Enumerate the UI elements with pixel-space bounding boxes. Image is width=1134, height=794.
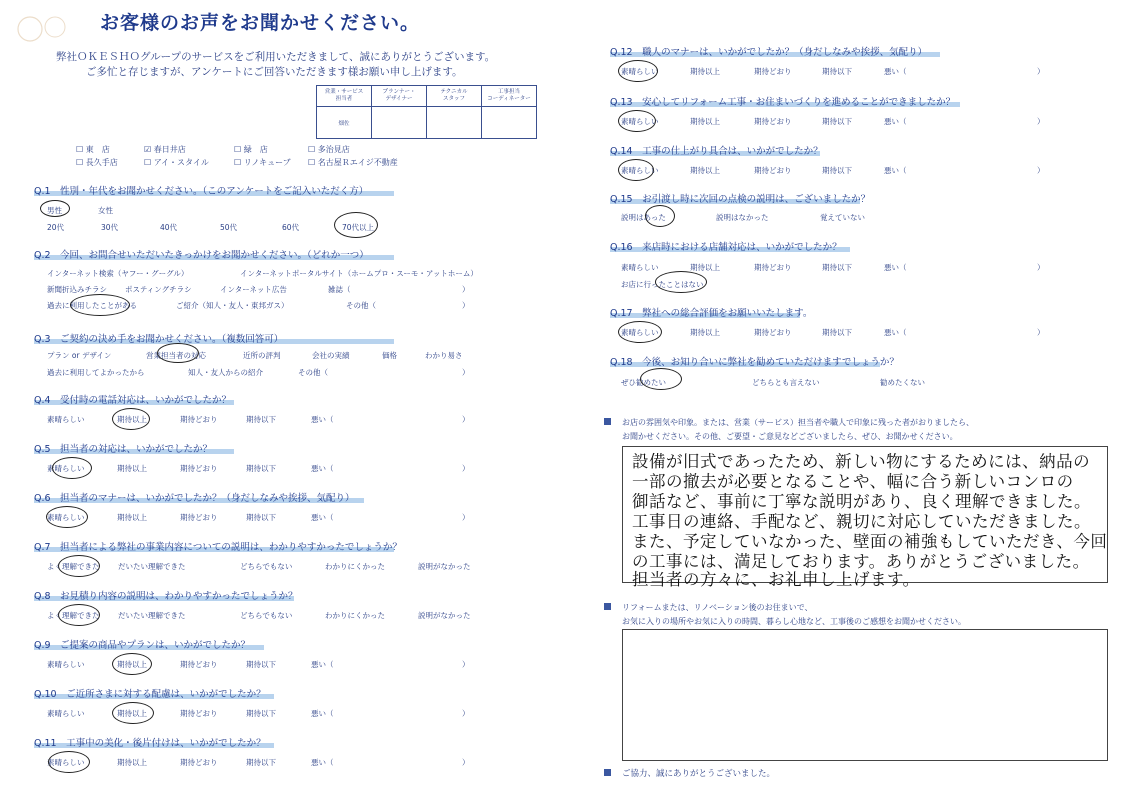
q16-opt-above[interactable]: 期待以上 <box>690 263 720 272</box>
staff-header-sales: 営業・サービス 担当者 <box>317 86 372 107</box>
comment1-line-7: 担当者の方々に、お礼申し上げます。 <box>632 570 920 589</box>
q2-opt-past-use[interactable]: 過去に利用したことがある <box>47 301 137 310</box>
q5-opt-bad-close: ） <box>462 464 470 473</box>
q17-mark <box>618 321 662 343</box>
footer-bullet-icon <box>604 769 611 776</box>
q16-opt-bad[interactable]: 悪い（ <box>884 263 907 272</box>
staff-header-construction: 工事担当 コーディネーター <box>482 86 537 107</box>
q3-opt-plan[interactable]: プラン or デザイン <box>47 351 112 360</box>
q8-opt-mostly[interactable]: だいたい理解できた <box>118 611 186 620</box>
q8-opt-neutral[interactable]: どちらでもない <box>240 611 293 620</box>
staff-header-technical: テクニカル スタッフ <box>427 86 482 107</box>
store-renocube[interactable]: ☐ リノキューブ <box>234 158 291 167</box>
page-title: お客様のお声をお聞かせください。 <box>100 12 421 34</box>
q7-opt-well[interactable]: よく理解できた <box>47 562 100 571</box>
intro-line-1: 弊社ＯＫＥＳＨＯグループのサービスをご利用いただきまして、誠にありがとうございます。 <box>56 51 496 63</box>
q15-opt-yes[interactable]: 説明はあった <box>621 213 666 222</box>
q1-age-mark <box>334 212 378 238</box>
q2-opt-magazine-close: ） <box>462 285 470 294</box>
store-nagoya-r-age[interactable]: ☐ 名古屋Ｒエイジ不動産 <box>308 158 398 167</box>
q6-opt-expected[interactable]: 期待どおり <box>180 513 218 522</box>
q1-label: Q.1 性別・年代をお聞かせください。（このアンケートをご記入いただく方） <box>34 186 369 197</box>
q2-opt-web-ad[interactable]: インターネット広告 <box>220 285 287 294</box>
q9-opt-bad[interactable]: 悪い（ <box>311 660 334 669</box>
q5-label: Q.5 担当者の対応は、いかがでしたか？ <box>34 444 213 455</box>
q2-label: Q.2 今回、お問合せいただいたきっかけをお聞かせください。（どれか一つ） <box>34 250 369 261</box>
staff-table <box>316 85 537 139</box>
q5-opt-excellent[interactable]: 素晴らしい <box>47 464 85 473</box>
q11-opt-bad[interactable]: 悪い（ <box>311 758 334 767</box>
q3-opt-staff[interactable]: 営業担当者の対応 <box>146 351 206 360</box>
q10-opt-bad[interactable]: 悪い（ <box>311 709 334 718</box>
q17-opt-above[interactable]: 期待以上 <box>690 328 720 337</box>
q3-opt-record[interactable]: 会社の実績 <box>312 351 350 360</box>
comment1-label-1: お店の雰囲気や印象。または、営業（サービス）担当者や職人で印象に残った者がおりましたら、 <box>622 418 974 427</box>
q6-opt-bad[interactable]: 悪い（ <box>311 513 334 522</box>
intro-line-2: ご多忙と存じますが、アンケートにご回答いただきます様お願い申し上げます。 <box>86 66 463 78</box>
q15-opt-forgot[interactable]: 覚えていない <box>820 213 865 222</box>
q12-opt-excellent[interactable]: 素晴らしい <box>621 67 659 76</box>
q11-opt-below[interactable]: 期待以下 <box>246 758 276 767</box>
q1-age-50s[interactable]: 50代 <box>220 223 238 232</box>
q17-opt-below[interactable]: 期待以下 <box>822 328 852 337</box>
comment1-line-2: 一部の撤去が必要となることや、幅に合う新しいコンロの <box>632 472 1074 491</box>
q12-opt-expected[interactable]: 期待どおり <box>754 67 792 76</box>
q1-age-40s[interactable]: 40代 <box>160 223 178 232</box>
q1-gender-mark <box>40 200 70 217</box>
q12-label: Q.12 職人のマナーは、いかがでしたか？（身だしなみや挨拶、気配り） <box>610 47 928 58</box>
q10-label: Q.10 ご近所さまに対する配慮は、いかがでしたか？ <box>34 689 266 700</box>
q4-label: Q.4 受付時の電話対応は、いかがでしたか？ <box>34 395 232 406</box>
comment2-box[interactable] <box>622 629 1108 761</box>
q11-label: Q.11 工事中の美化・後片付けは、いかがでしたか？ <box>34 738 266 749</box>
q3-opt-introduction[interactable]: 知人・友人からの紹介 <box>188 368 263 377</box>
q1-age-60s[interactable]: 60代 <box>282 223 300 232</box>
q16-opt-bad-close: ） <box>1037 263 1045 272</box>
staff-value-technical <box>427 107 482 139</box>
q6-opt-below[interactable]: 期待以下 <box>246 513 276 522</box>
q10-opt-expected[interactable]: 期待どおり <box>180 709 218 718</box>
staff-header-planner: プランナー・ デザイナー <box>372 86 427 107</box>
q8-opt-hard[interactable]: わかりにくかった <box>325 611 385 620</box>
store-tajimi[interactable]: ☐ 多治見店 <box>308 145 350 154</box>
q14-opt-bad[interactable]: 悪い（ <box>884 166 907 175</box>
q9-opt-below[interactable]: 期待以下 <box>246 660 276 669</box>
q7-opt-none[interactable]: 説明がなかった <box>418 562 471 571</box>
q1-gender-female[interactable]: 女性 <box>98 206 113 215</box>
comment1-line-6: の工事には、満足しております。ありがとうございました。 <box>632 552 1090 571</box>
store-higashi[interactable]: ☐ 東 店 <box>76 145 110 154</box>
q16-mark <box>655 271 707 293</box>
comment1-line-3: 御話など、事前に丁寧な説明があり、良く理解できました。 <box>632 492 1091 511</box>
q12-mark <box>618 60 658 82</box>
q10-opt-above[interactable]: 期待以上 <box>117 709 147 718</box>
q18-opt-recommend[interactable]: ぜひ勧めたい <box>621 378 666 387</box>
q16-opt-below[interactable]: 期待以下 <box>822 263 852 272</box>
q12-opt-bad-close: ） <box>1037 67 1045 76</box>
q11-opt-excellent[interactable]: 素晴らしい <box>47 758 85 767</box>
q3-opt-clarity[interactable]: わかり易さ <box>425 351 463 360</box>
q18-opt-no[interactable]: 勧めたくない <box>880 378 925 387</box>
q7-opt-hard[interactable]: わかりにくかった <box>325 562 385 571</box>
staff-value-sales: 畑佐 <box>317 107 372 139</box>
q17-opt-expected[interactable]: 期待どおり <box>754 328 792 337</box>
comment1-line-1: 設備が旧式であったため、新しい物にするためには、納品の <box>632 452 1091 471</box>
q6-opt-excellent[interactable]: 素晴らしい <box>47 513 85 522</box>
q11-mark <box>48 751 90 773</box>
store-midori[interactable]: ☐ 緑 店 <box>234 145 268 154</box>
q15-label: Q.15 お引渡し時に次回の点検の説明は、ございましたか？ <box>610 194 871 205</box>
q2-opt-other[interactable]: その他（ <box>346 301 376 310</box>
q4-mark <box>112 408 150 430</box>
store-kasugai[interactable]: ☑ 春日井店 <box>144 145 186 154</box>
q3-opt-past-good[interactable]: 過去に利用してよかったから <box>47 368 145 377</box>
q12-opt-bad[interactable]: 悪い（ <box>884 67 907 76</box>
q5-opt-bad[interactable]: 悪い（ <box>311 464 334 473</box>
q6-label: Q.6 担当者のマナーは、いかがでしたか？（身だしなみや挨拶、気配り） <box>34 493 355 504</box>
q4-opt-below[interactable]: 期待以下 <box>246 415 276 424</box>
q13-opt-bad-close: ） <box>1037 117 1045 126</box>
q10-mark <box>112 702 154 724</box>
q3-opt-other[interactable]: その他（ <box>298 368 328 377</box>
q13-opt-expected[interactable]: 期待どおり <box>754 117 792 126</box>
store-istyle[interactable]: ☐ アイ・スタイル <box>144 158 209 167</box>
q13-label: Q.13 安心してリフォーム工事・お住まいづくりを進めることができましたか？ <box>610 97 956 108</box>
q17-opt-excellent[interactable]: 素晴らしい <box>621 328 659 337</box>
q6-opt-above[interactable]: 期待以上 <box>117 513 147 522</box>
q17-opt-bad[interactable]: 悪い（ <box>884 328 907 337</box>
q15-opt-no[interactable]: 説明はなかった <box>716 213 769 222</box>
comment1-bullet-icon <box>604 418 611 425</box>
q11-opt-expected[interactable]: 期待どおり <box>180 758 218 767</box>
q12-opt-above[interactable]: 期待以上 <box>690 67 720 76</box>
q16-opt-never[interactable]: お店に行ったことはない <box>621 280 704 289</box>
footer-thanks: ご協力、誠にありがとうございました。 <box>622 769 776 779</box>
q15-mark <box>645 205 675 227</box>
q9-opt-expected[interactable]: 期待どおり <box>180 660 218 669</box>
q9-opt-above[interactable]: 期待以上 <box>117 660 147 669</box>
q6-mark <box>46 506 88 528</box>
q2-mark <box>70 294 130 316</box>
q14-opt-below[interactable]: 期待以下 <box>822 166 852 175</box>
q2-opt-search[interactable]: インターネット検索（ヤフー・グーグル） <box>47 269 189 278</box>
q3-label: Q.3 ご契約の決め手をお聞かせください。（複数回答可） <box>34 334 284 345</box>
q11-opt-above[interactable]: 期待以上 <box>117 758 147 767</box>
q14-opt-bad-close: ） <box>1037 166 1045 175</box>
q13-opt-excellent[interactable]: 素晴らしい <box>621 117 659 126</box>
q10-opt-below[interactable]: 期待以下 <box>246 709 276 718</box>
staff-value-planner <box>372 107 427 139</box>
q13-mark <box>618 110 656 132</box>
q16-opt-expected[interactable]: 期待どおり <box>754 263 792 272</box>
q17-label: Q.17 弊社への総合評価をお願いいたします。 <box>610 308 813 319</box>
q5-opt-below[interactable]: 期待以下 <box>246 464 276 473</box>
q4-opt-above[interactable]: 期待以上 <box>117 415 147 424</box>
q2-opt-portal[interactable]: インターネットポータルサイト（ホームプロ・スーモ・アットホーム） <box>240 269 478 278</box>
q9-mark <box>112 653 152 675</box>
q10-opt-excellent[interactable]: 素晴らしい <box>47 709 85 718</box>
q18-opt-neutral[interactable]: どちらとも言えない <box>752 378 820 387</box>
q7-mark <box>58 555 100 577</box>
q16-opt-excellent[interactable]: 素晴らしい <box>621 263 659 272</box>
q11-opt-bad-close: ） <box>462 758 470 767</box>
q1-age-20s[interactable]: 20代 <box>47 223 65 232</box>
comment2-label-2: お気に入りの場所やお気に入りの時間、暮らし心地など、工事後のご感想をお聞かせください。 <box>622 617 966 626</box>
comment1-line-5: また、予定していなかった、壁面の補強もしていただき、今回 <box>632 532 1108 551</box>
q7-label: Q.7 担当者による弊社の事業内容についての説明は、わかりやすかったでしょうか？ <box>34 542 402 553</box>
q18-label: Q.18 今後、お知り合いに弊社を勧めていただけますでしょうか？ <box>610 357 899 368</box>
q8-opt-none[interactable]: 説明がなかった <box>418 611 471 620</box>
q6-opt-bad-close: ） <box>462 513 470 522</box>
seal-mark <box>10 12 80 46</box>
q4-opt-expected[interactable]: 期待どおり <box>180 415 218 424</box>
q9-label: Q.9 ご提案の商品やプランは、いかがでしたか？ <box>34 640 251 651</box>
store-checklist <box>76 144 476 174</box>
q3-opt-other-close: ） <box>462 368 470 377</box>
q5-mark <box>52 457 92 479</box>
q8-mark <box>58 604 100 626</box>
q17-opt-bad-close: ） <box>1037 328 1045 337</box>
q2-opt-referral[interactable]: ご紹介（知人・友人・東邦ガス） <box>176 301 289 310</box>
q4-opt-bad-close: ） <box>462 415 470 424</box>
q2-opt-magazine[interactable]: 雑誌（ <box>328 285 351 294</box>
q14-mark <box>618 159 654 181</box>
q18-mark <box>640 368 682 390</box>
q7-opt-neutral[interactable]: どちらでもない <box>240 562 293 571</box>
store-nagakute[interactable]: ☐ 長久手店 <box>76 158 118 167</box>
q14-label: Q.14 工事の仕上がり具合は、いかがでしたか？ <box>610 146 823 157</box>
q10-opt-bad-close: ） <box>462 709 470 718</box>
q5-opt-above[interactable]: 期待以上 <box>117 464 147 473</box>
comment2-bullet-icon <box>604 603 611 610</box>
q8-opt-well[interactable]: よく理解できた <box>47 611 100 620</box>
q13-opt-bad[interactable]: 悪い（ <box>884 117 907 126</box>
q9-opt-excellent[interactable]: 素晴らしい <box>47 660 85 669</box>
q13-opt-below[interactable]: 期待以下 <box>822 117 852 126</box>
q1-gender-male[interactable]: 男性 <box>47 206 62 215</box>
q7-opt-mostly[interactable]: だいたい理解できた <box>118 562 186 571</box>
comment2-label-1: リフォームまたは、リノベーション後のお住まいで、 <box>622 603 813 612</box>
q4-opt-bad[interactable]: 悪い（ <box>311 415 334 424</box>
comment1-label-2: お聞かせください。その他、ご要望・ご意見などございましたら、ぜひ、お聞かせください。 <box>622 432 958 441</box>
q12-opt-below[interactable]: 期待以下 <box>822 67 852 76</box>
q1-age-30s[interactable]: 30代 <box>101 223 119 232</box>
q2-opt-newspaper[interactable]: 新聞折込みチラシ <box>47 285 107 294</box>
comment1-line-4: 工事日の連絡、手配など、親切に対応していただきました。 <box>632 512 1091 531</box>
q14-opt-expected[interactable]: 期待どおり <box>754 166 792 175</box>
staff-value-construction <box>482 107 537 139</box>
q9-opt-bad-close: ） <box>462 660 470 669</box>
q2-opt-other-close: ） <box>462 301 470 310</box>
q2-opt-posting[interactable]: ポスティングチラシ <box>125 285 192 294</box>
q4-opt-excellent[interactable]: 素晴らしい <box>47 415 85 424</box>
q14-opt-above[interactable]: 期待以上 <box>690 166 720 175</box>
q14-opt-excellent[interactable]: 素晴らしい <box>621 166 659 175</box>
q3-opt-price[interactable]: 価格 <box>382 351 397 360</box>
q8-label: Q.8 お見積り内容の説明は、わかりやすかったでしょうか？ <box>34 591 298 602</box>
q1-age-70s[interactable]: 70代以上 <box>342 223 375 232</box>
q3-mark <box>157 343 199 363</box>
q5-opt-expected[interactable]: 期待どおり <box>180 464 218 473</box>
q3-opt-reputation[interactable]: 近所の評判 <box>243 351 281 360</box>
q13-opt-above[interactable]: 期待以上 <box>690 117 720 126</box>
q16-label: Q.16 来店時における店舗対応は、いかがでしたか？ <box>610 242 842 253</box>
